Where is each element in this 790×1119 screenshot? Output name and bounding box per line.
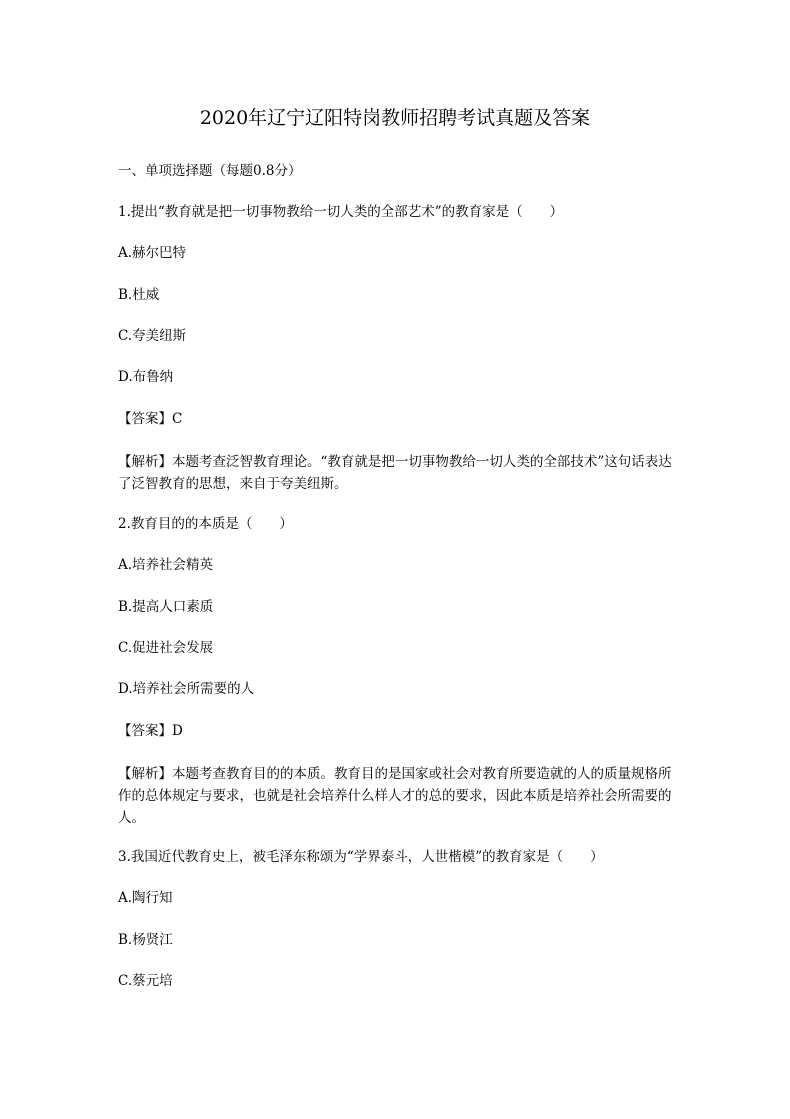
option-b: B.杜威 <box>118 287 160 303</box>
analysis-paragraph: 【解析】本题考查教育目的的本质。教育目的是国家或社会对教育所要造就的人的质量规格所作的总体规定与要求，也就是社会培养什么样人才的总的要求，因此本质是培养社会所需要的人。 <box>118 766 672 826</box>
option-b: B.提高人口素质 <box>118 599 214 615</box>
question-stem: 2.教育目的的本质是（ ） <box>118 516 293 532</box>
option-c: C.促进社会发展 <box>118 640 214 656</box>
answer-label: 【答案】C <box>118 411 183 427</box>
option-a: A.赫尔巴特 <box>118 245 187 261</box>
question-stem: 1.提出“教育就是把一切事物教给一切人类的全部艺术”的教育家是（ ） <box>118 204 564 220</box>
answer-label: 【答案】D <box>118 723 183 739</box>
option-b: B.杨贤江 <box>118 932 173 948</box>
option-c: C.夸美纽斯 <box>118 328 187 344</box>
analysis-paragraph: 【解析】本题考查泛智教育理论。“教育就是把一切事物教给一切人类的全部技术”这句话表达了泛智教育的思想，来自于夸美纽斯。 <box>118 454 672 492</box>
option-a: A.陶行知 <box>118 890 173 906</box>
option-a: A.培养社会精英 <box>118 557 214 573</box>
question-stem: 3.我国近代教育史上，被毛泽东称颂为“学界泰斗，人世楷模”的教育家是（ ） <box>118 849 604 865</box>
section-heading: 一、单项选择题（每题0.8分） <box>118 163 302 179</box>
option-d: D.布鲁纳 <box>118 369 174 385</box>
document-title: 2020年辽宁辽阳特岗教师招聘考试真题及答案 <box>199 107 591 129</box>
option-c: C.蔡元培 <box>118 973 173 989</box>
option-d: D.培养社会所需要的人 <box>118 681 255 697</box>
